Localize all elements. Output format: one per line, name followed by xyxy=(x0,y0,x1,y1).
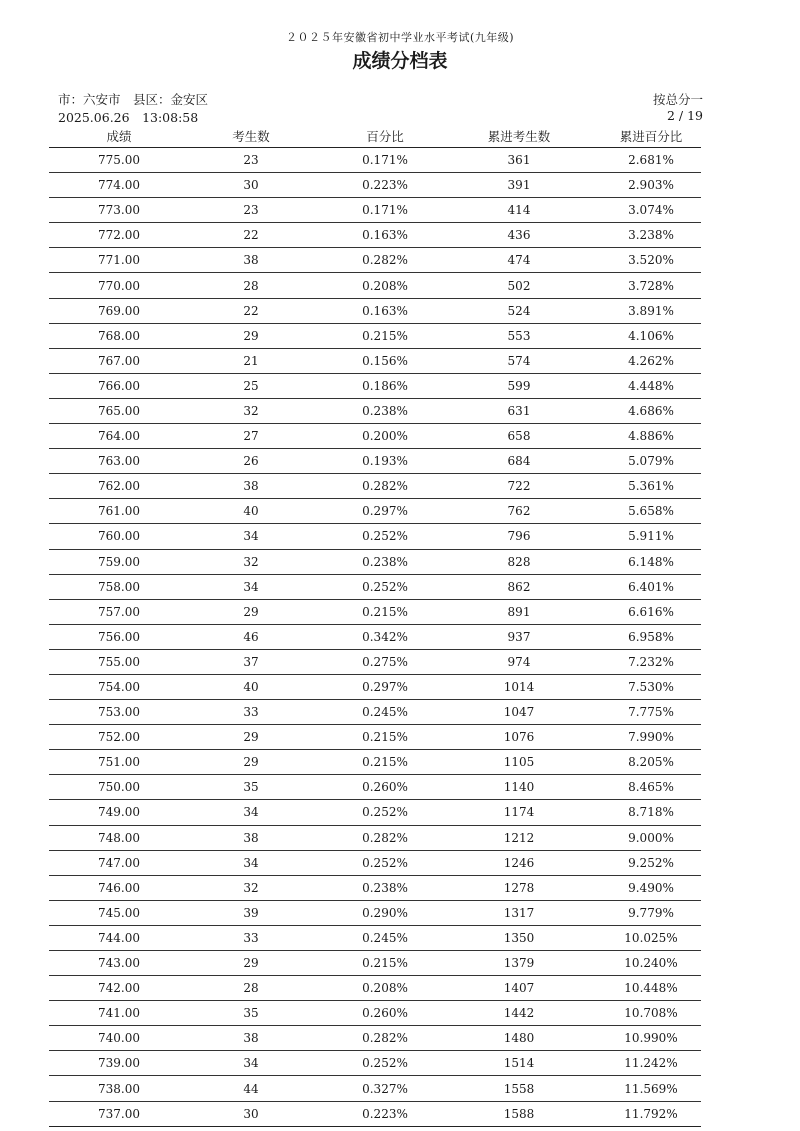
table-row xyxy=(49,951,701,976)
cumulative-percent-cell: 10.990% xyxy=(624,1031,678,1046)
score-cell: 746.00 xyxy=(98,880,140,895)
count-cell: 38 xyxy=(243,1031,259,1046)
cumulative-count-cell: 1442 xyxy=(503,1006,535,1021)
table-row xyxy=(49,750,701,775)
table-row xyxy=(49,349,701,374)
count-cell: 40 xyxy=(243,680,259,695)
table-row xyxy=(49,600,701,625)
count-cell: 25 xyxy=(243,378,259,393)
exam-title: ２０２５年安徽省初中学业水平考试(九年级) xyxy=(285,31,515,44)
cumulative-percent-cell: 2.903% xyxy=(628,178,674,193)
cumulative-count-cell: 1246 xyxy=(503,855,535,870)
score-cell: 740.00 xyxy=(98,1031,140,1046)
cumulative-count-cell: 631 xyxy=(507,403,531,418)
count-cell: 34 xyxy=(243,805,259,820)
score-cell: 757.00 xyxy=(98,604,140,619)
count-cell: 39 xyxy=(243,905,259,920)
percent-cell: 0.223% xyxy=(362,1106,408,1121)
percent-cell: 0.193% xyxy=(362,454,408,469)
percent-cell: 0.282% xyxy=(362,830,408,845)
percent-cell: 0.282% xyxy=(362,479,408,494)
cumulative-percent-cell: 10.708% xyxy=(624,1006,678,1021)
cumulative-count-cell: 1379 xyxy=(503,956,535,971)
table-row xyxy=(49,851,701,876)
table-row xyxy=(49,625,701,650)
score-cell: 760.00 xyxy=(98,529,140,544)
percent-cell: 0.215% xyxy=(362,755,408,770)
location-label: 市：六安市 县区：金安区 xyxy=(58,92,209,107)
cumulative-count-cell: 1350 xyxy=(503,930,535,945)
cumulative-percent-cell: 2.681% xyxy=(628,153,674,168)
percent-cell: 0.252% xyxy=(362,855,408,870)
table-row xyxy=(49,173,701,198)
percent-cell: 0.215% xyxy=(362,604,408,619)
cumulative-count-cell: 974 xyxy=(507,654,531,669)
score-cell: 769.00 xyxy=(98,303,140,318)
percent-cell: 0.297% xyxy=(362,680,408,695)
table-row xyxy=(49,474,701,499)
cumulative-count-cell: 828 xyxy=(507,554,531,569)
percent-cell: 0.171% xyxy=(362,153,408,168)
percent-cell: 0.200% xyxy=(362,429,408,444)
cumulative-count-cell: 1514 xyxy=(503,1056,535,1071)
count-cell: 32 xyxy=(243,880,259,895)
count-cell: 32 xyxy=(243,403,259,418)
cumulative-percent-cell: 10.025% xyxy=(624,930,678,945)
cumulative-count-cell: 1407 xyxy=(503,981,535,996)
cumulative-count-cell: 436 xyxy=(507,228,531,243)
column-header-count: 考生数 xyxy=(232,128,270,144)
percent-cell: 0.282% xyxy=(362,253,408,268)
percent-cell: 0.260% xyxy=(362,1006,408,1021)
count-cell: 30 xyxy=(243,178,259,193)
cumulative-percent-cell: 3.238% xyxy=(628,228,674,243)
percent-cell: 0.171% xyxy=(362,203,408,218)
timestamp: 2025.06.26 13:08:58 xyxy=(58,110,199,125)
table-row xyxy=(49,399,701,424)
score-cell: 745.00 xyxy=(98,905,140,920)
score-cell: 770.00 xyxy=(98,278,140,293)
table-row xyxy=(49,1026,701,1051)
percent-cell: 0.252% xyxy=(362,579,408,594)
cumulative-count-cell: 1014 xyxy=(503,680,535,695)
percent-cell: 0.252% xyxy=(362,805,408,820)
column-header-cumulative-count: 累进考生数 xyxy=(487,128,551,144)
cumulative-count-cell: 1480 xyxy=(503,1031,535,1046)
score-cell: 754.00 xyxy=(98,680,140,695)
table-row xyxy=(49,1076,701,1101)
table-row xyxy=(49,876,701,901)
cumulative-percent-cell: 11.242% xyxy=(624,1056,678,1071)
count-cell: 34 xyxy=(243,855,259,870)
count-cell: 44 xyxy=(243,1081,259,1096)
score-cell: 739.00 xyxy=(98,1056,140,1071)
column-header-percent: 百分比 xyxy=(366,128,404,144)
score-cell: 771.00 xyxy=(98,253,140,268)
score-cell: 741.00 xyxy=(98,1006,140,1021)
table-row xyxy=(49,1001,701,1026)
table-row xyxy=(49,725,701,750)
cumulative-count-cell: 1140 xyxy=(503,780,535,795)
table-row xyxy=(49,273,701,298)
cumulative-percent-cell: 10.240% xyxy=(624,956,678,971)
cumulative-count-cell: 1278 xyxy=(503,880,535,895)
cumulative-percent-cell: 4.886% xyxy=(628,429,674,444)
count-cell: 30 xyxy=(243,1106,259,1121)
count-cell: 28 xyxy=(243,278,259,293)
cumulative-count-cell: 722 xyxy=(507,479,531,494)
table-row xyxy=(49,1051,701,1076)
cumulative-count-cell: 891 xyxy=(507,604,531,619)
count-cell: 34 xyxy=(243,579,259,594)
score-cell: 753.00 xyxy=(98,705,140,720)
count-cell: 22 xyxy=(243,303,259,318)
table-body xyxy=(49,148,701,1127)
cumulative-percent-cell: 8.465% xyxy=(628,780,674,795)
score-cell: 744.00 xyxy=(98,930,140,945)
cumulative-count-cell: 1105 xyxy=(503,755,535,770)
cumulative-percent-cell: 11.569% xyxy=(624,1081,678,1096)
score-cell: 742.00 xyxy=(98,981,140,996)
cumulative-count-cell: 1212 xyxy=(503,830,535,845)
cumulative-count-cell: 474 xyxy=(507,253,531,268)
cumulative-percent-cell: 4.262% xyxy=(628,353,674,368)
cumulative-percent-cell: 5.658% xyxy=(628,504,674,519)
cumulative-percent-cell: 8.718% xyxy=(628,805,674,820)
table-row xyxy=(49,148,701,173)
cumulative-percent-cell: 3.728% xyxy=(628,278,674,293)
table-row xyxy=(49,449,701,474)
score-table xyxy=(49,124,701,1127)
percent-cell: 0.208% xyxy=(362,278,408,293)
cumulative-percent-cell: 6.401% xyxy=(628,579,674,594)
count-cell: 38 xyxy=(243,479,259,494)
table-row xyxy=(49,575,701,600)
cumulative-count-cell: 574 xyxy=(507,353,531,368)
cumulative-percent-cell: 3.520% xyxy=(628,253,674,268)
percent-cell: 0.156% xyxy=(362,353,408,368)
percent-cell: 0.215% xyxy=(362,328,408,343)
cumulative-percent-cell: 5.079% xyxy=(628,454,674,469)
cumulative-count-cell: 1588 xyxy=(503,1106,535,1121)
count-cell: 29 xyxy=(243,956,259,971)
score-cell: 768.00 xyxy=(98,328,140,343)
count-cell: 26 xyxy=(243,454,259,469)
cumulative-percent-cell: 9.000% xyxy=(628,830,674,845)
table-row xyxy=(49,1102,701,1127)
cumulative-count-cell: 937 xyxy=(507,629,531,644)
cumulative-count-cell: 524 xyxy=(507,303,531,318)
count-cell: 34 xyxy=(243,529,259,544)
cumulative-count-cell: 391 xyxy=(507,178,531,193)
count-cell: 38 xyxy=(243,253,259,268)
cumulative-count-cell: 1317 xyxy=(503,905,535,920)
percent-cell: 0.297% xyxy=(362,504,408,519)
page-title: 成绩分档表 xyxy=(352,50,448,72)
cumulative-count-cell: 553 xyxy=(507,328,531,343)
percent-cell: 0.163% xyxy=(362,303,408,318)
score-cell: 748.00 xyxy=(98,830,140,845)
score-cell: 764.00 xyxy=(98,429,140,444)
table-row xyxy=(49,499,701,524)
cumulative-percent-cell: 7.232% xyxy=(628,654,674,669)
cumulative-count-cell: 599 xyxy=(507,378,531,393)
table-row xyxy=(49,976,701,1001)
count-cell: 23 xyxy=(243,153,259,168)
cumulative-percent-cell: 3.074% xyxy=(628,203,674,218)
percent-cell: 0.186% xyxy=(362,378,408,393)
count-cell: 46 xyxy=(243,629,259,644)
cumulative-count-cell: 862 xyxy=(507,579,531,594)
table-row xyxy=(49,700,701,725)
score-cell: 767.00 xyxy=(98,353,140,368)
cumulative-percent-cell: 3.891% xyxy=(628,303,674,318)
score-cell: 759.00 xyxy=(98,554,140,569)
count-cell: 27 xyxy=(243,429,259,444)
percent-cell: 0.245% xyxy=(362,705,408,720)
cumulative-count-cell: 1076 xyxy=(503,730,535,745)
table-row xyxy=(49,550,701,575)
cumulative-percent-cell: 4.106% xyxy=(628,328,674,343)
cumulative-percent-cell: 4.686% xyxy=(628,403,674,418)
cumulative-percent-cell: 11.792% xyxy=(624,1106,678,1121)
count-cell: 28 xyxy=(243,981,259,996)
percent-cell: 0.290% xyxy=(362,905,408,920)
table-header-row xyxy=(49,124,701,148)
cumulative-percent-cell: 5.911% xyxy=(628,529,674,544)
count-cell: 35 xyxy=(243,780,259,795)
table-row xyxy=(49,675,701,700)
count-cell: 29 xyxy=(243,730,259,745)
score-cell: 773.00 xyxy=(98,203,140,218)
cumulative-percent-cell: 9.490% xyxy=(628,880,674,895)
count-cell: 38 xyxy=(243,830,259,845)
cumulative-count-cell: 684 xyxy=(507,454,531,469)
count-cell: 37 xyxy=(243,654,259,669)
cumulative-percent-cell: 4.448% xyxy=(628,378,674,393)
table-row xyxy=(49,826,701,851)
percent-cell: 0.208% xyxy=(362,981,408,996)
count-cell: 33 xyxy=(243,930,259,945)
percent-cell: 0.215% xyxy=(362,730,408,745)
percent-cell: 0.282% xyxy=(362,1031,408,1046)
table-row xyxy=(49,324,701,349)
count-cell: 32 xyxy=(243,554,259,569)
cumulative-percent-cell: 6.148% xyxy=(628,554,674,569)
table-row xyxy=(49,223,701,248)
count-cell: 35 xyxy=(243,1006,259,1021)
count-cell: 22 xyxy=(243,228,259,243)
table-row xyxy=(49,248,701,273)
page-indicator: 2 / 19 xyxy=(666,108,703,123)
count-cell: 33 xyxy=(243,705,259,720)
percent-cell: 0.252% xyxy=(362,1056,408,1071)
cumulative-percent-cell: 8.205% xyxy=(628,755,674,770)
score-cell: 756.00 xyxy=(98,629,140,644)
table-row xyxy=(49,299,701,324)
percent-cell: 0.163% xyxy=(362,228,408,243)
table-row xyxy=(49,424,701,449)
score-cell: 774.00 xyxy=(98,178,140,193)
cumulative-count-cell: 414 xyxy=(507,203,531,218)
score-cell: 738.00 xyxy=(98,1081,140,1096)
score-cell: 743.00 xyxy=(98,956,140,971)
percent-cell: 0.238% xyxy=(362,403,408,418)
cumulative-percent-cell: 7.990% xyxy=(628,730,674,745)
cumulative-percent-cell: 6.616% xyxy=(628,604,674,619)
count-cell: 40 xyxy=(243,504,259,519)
column-header-score: 成绩 xyxy=(106,128,132,144)
score-cell: 752.00 xyxy=(98,730,140,745)
cumulative-percent-cell: 7.530% xyxy=(628,680,674,695)
score-cell: 750.00 xyxy=(98,780,140,795)
table-row xyxy=(49,374,701,399)
cumulative-percent-cell: 5.361% xyxy=(628,479,674,494)
count-cell: 29 xyxy=(243,755,259,770)
sort-label: 按总分一 xyxy=(652,92,703,107)
cumulative-count-cell: 762 xyxy=(507,504,531,519)
score-cell: 761.00 xyxy=(98,504,140,519)
percent-cell: 0.342% xyxy=(362,629,408,644)
score-cell: 772.00 xyxy=(98,228,140,243)
percent-cell: 0.252% xyxy=(362,529,408,544)
count-cell: 34 xyxy=(243,1056,259,1071)
percent-cell: 0.223% xyxy=(362,178,408,193)
count-cell: 29 xyxy=(243,604,259,619)
count-cell: 21 xyxy=(243,353,259,368)
cumulative-percent-cell: 6.958% xyxy=(628,629,674,644)
count-cell: 23 xyxy=(243,203,259,218)
score-cell: 755.00 xyxy=(98,654,140,669)
percent-cell: 0.275% xyxy=(362,654,408,669)
cumulative-count-cell: 796 xyxy=(507,529,531,544)
percent-cell: 0.327% xyxy=(362,1081,408,1096)
cumulative-count-cell: 1558 xyxy=(503,1081,535,1096)
cumulative-percent-cell: 9.252% xyxy=(628,855,674,870)
cumulative-percent-cell: 7.775% xyxy=(628,705,674,720)
table-row xyxy=(49,926,701,951)
score-cell: 765.00 xyxy=(98,403,140,418)
score-cell: 749.00 xyxy=(98,805,140,820)
score-cell: 762.00 xyxy=(98,479,140,494)
score-cell: 758.00 xyxy=(98,579,140,594)
percent-cell: 0.260% xyxy=(362,780,408,795)
percent-cell: 0.238% xyxy=(362,880,408,895)
score-cell: 737.00 xyxy=(98,1106,140,1121)
score-cell: 751.00 xyxy=(98,755,140,770)
percent-cell: 0.238% xyxy=(362,554,408,569)
cumulative-percent-cell: 9.779% xyxy=(628,905,674,920)
table-row xyxy=(49,901,701,926)
percent-cell: 0.245% xyxy=(362,930,408,945)
table-row xyxy=(49,800,701,825)
percent-cell: 0.215% xyxy=(362,956,408,971)
table-row xyxy=(49,650,701,675)
column-header-cumulative-percent: 累进百分比 xyxy=(619,128,683,144)
table-row xyxy=(49,524,701,549)
count-cell: 29 xyxy=(243,328,259,343)
cumulative-count-cell: 361 xyxy=(507,153,531,168)
cumulative-count-cell: 658 xyxy=(507,429,531,444)
score-cell: 766.00 xyxy=(98,378,140,393)
cumulative-percent-cell: 10.448% xyxy=(624,981,678,996)
cumulative-count-cell: 1174 xyxy=(503,805,535,820)
cumulative-count-cell: 502 xyxy=(507,278,531,293)
score-cell: 747.00 xyxy=(98,855,140,870)
table-row xyxy=(49,198,701,223)
cumulative-count-cell: 1047 xyxy=(503,705,535,720)
score-cell: 763.00 xyxy=(98,454,140,469)
table-row xyxy=(49,775,701,800)
score-cell: 775.00 xyxy=(98,153,140,168)
